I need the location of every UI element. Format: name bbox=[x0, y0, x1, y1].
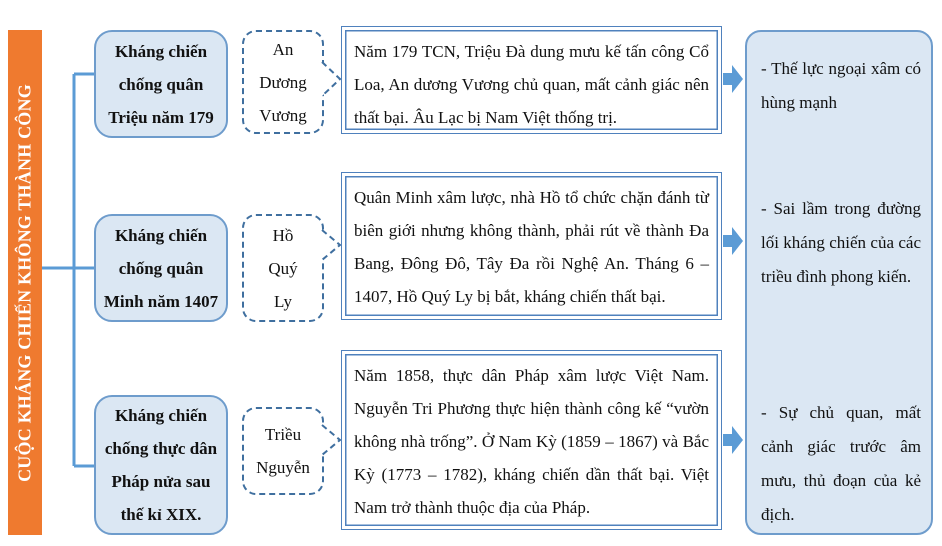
leader-box-line: Dương bbox=[259, 72, 307, 92]
war-box-line: Kháng chiến bbox=[114, 41, 208, 61]
war-box-line: Minh năm 1407 bbox=[103, 291, 219, 311]
war-box-line: thế kỉ XIX. bbox=[120, 505, 202, 524]
detail-text: Năm 179 TCN, Triệu Đà dung mưu kế tấn công Cổ Loa, An dương Vương chủ quan, mất cảnh giác nên thất bại. Âu Lạc bị Nam Việt thống trị. bbox=[354, 42, 709, 127]
war-box-line: Pháp nửa sau bbox=[111, 472, 211, 491]
leader-box-line: Quý bbox=[268, 258, 298, 278]
war-box-line: Kháng chiến bbox=[114, 406, 208, 425]
war-box-line: Kháng chiến bbox=[114, 225, 208, 245]
cause-item-1: - Thế lực ngoại xâm có hùng mạnh bbox=[761, 59, 921, 112]
leader-box-line: Vương bbox=[259, 105, 307, 125]
leader-box-line: An bbox=[272, 39, 294, 59]
leader-box-line: Nguyễn bbox=[256, 458, 310, 477]
war-box-line: chống quân bbox=[118, 74, 204, 94]
detail-text: Quân Minh xâm lược, nhà Hồ tổ chức chặn đánh từ biên giới nhưng không thành, phải rút về thành Đa Bang, Đông Đô, Tây Đa rồi Nghệ An. Tháng 6 – 1407, Hồ Quý Ly bị bắt, kháng chiến thất bại. bbox=[354, 188, 709, 306]
causes-box bbox=[745, 30, 933, 535]
war-box-line: Triệu năm 179 bbox=[108, 107, 214, 127]
leader-box-line: Hồ bbox=[272, 225, 294, 245]
leader-box-line: Triều bbox=[264, 425, 302, 444]
cause-item-2: - Sai lầm trong đường lối kháng chiến của các triều đình phong kiến. bbox=[761, 199, 921, 286]
detail-text: Năm 1858, thực dân Pháp xâm lược Việt Nam. Nguyễn Tri Phương thực hiện thành công kế “vườn không nhà trống”. Ở Nam Kỳ (1859 – 1867) và Bắc Kỳ (1773 – 1782), kháng chiến dần thất bại. Việt Nam trở thành thuộc địa của Pháp. bbox=[354, 366, 709, 517]
diagram-title: CUỘC KHÁNG CHIẾN KHÔNG THÀNH CÔNG bbox=[14, 83, 35, 482]
war-box-line: chống thực dân bbox=[104, 439, 218, 458]
detail-box-3 bbox=[341, 350, 722, 530]
war-box-line: chống quân bbox=[118, 258, 204, 278]
leader-box-line: Ly bbox=[274, 291, 292, 311]
cause-item-3: - Sự chủ quan, mất cảnh giác trước âm mưu, thủ đoạn của kẻ địch. bbox=[761, 403, 921, 524]
